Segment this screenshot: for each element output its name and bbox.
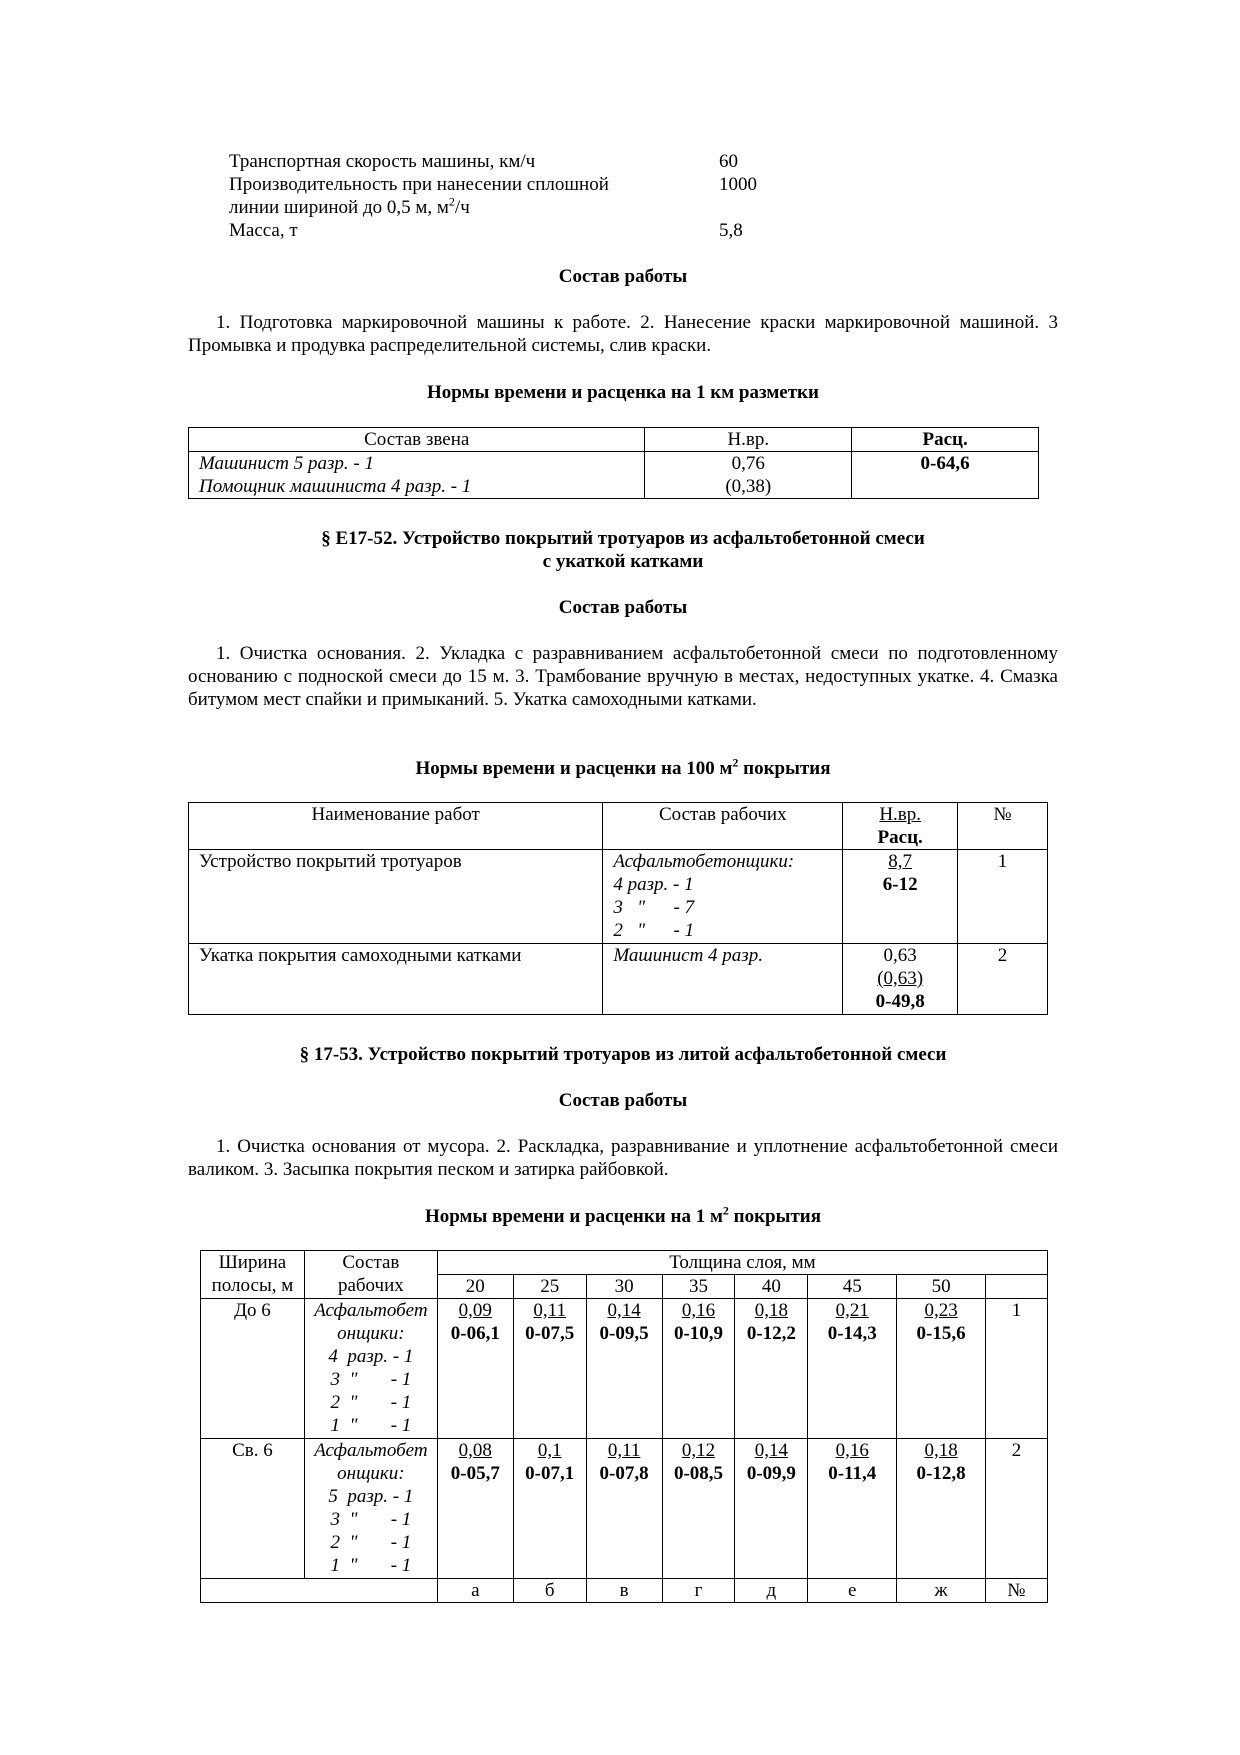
letters-empty bbox=[201, 1579, 438, 1603]
header-crew: Состав рабочих bbox=[603, 803, 843, 850]
norms-table-sidewalk bbox=[188, 802, 1048, 1015]
section-title: § Е17-52. Устройство покрытий тротуаров из асфальтобетонной смеси с укаткой катками bbox=[321, 528, 925, 572]
header-width: Ширина полосы, м bbox=[201, 1251, 305, 1299]
header-number: № bbox=[958, 803, 1048, 850]
thickness-35: 35 bbox=[662, 1275, 735, 1299]
work-description: 1. Очистка основания от мусора. 2. Раскладка, разравнивание и уплотнение асфальтобетонной смеси валиком. 3. Засыпка покрытия песком и затирка райбовкой. bbox=[188, 1136, 1058, 1180]
rasc-cell: 0-64,6 bbox=[852, 452, 1039, 499]
norm-cell: 0,18 0-12,2 bbox=[735, 1299, 808, 1439]
thickness-45: 45 bbox=[808, 1275, 897, 1299]
spec-row-productivity-cont bbox=[229, 196, 829, 219]
header-rasc: Расц. bbox=[852, 428, 1039, 452]
thickness-30: 30 bbox=[586, 1275, 662, 1299]
section-heading: Состав работы bbox=[558, 597, 688, 618]
work-description: 1. Очистка основания. 2. Укладка с разравниванием асфальтобетонной смеси по подготовленному основанию с подноской смеси до 15 м. 3. Трамбование вручную в местах, недоступных укатке. 4. Смазка битумом мест спайки и примыканий. 5. Укатка самоходными катками. bbox=[188, 643, 1058, 710]
work-name: Устройство покрытий тротуаров bbox=[189, 850, 603, 944]
thickness-20: 20 bbox=[437, 1275, 513, 1299]
section-heading: Состав работы bbox=[558, 266, 688, 287]
spec-name: Транспортная скорость машины, км/ч bbox=[229, 151, 536, 172]
column-letter: г bbox=[662, 1579, 735, 1603]
thickness-25: 25 bbox=[513, 1275, 586, 1299]
norms-heading: Нормы времени и расценки на 100 $м^2$ покрытия bbox=[415, 755, 831, 779]
nvr-rasc-cell: 0,63 (0,63) 0-49,8 bbox=[843, 944, 958, 1015]
norm-cell: 0,1 0-07,1 bbox=[513, 1439, 586, 1579]
norm-cell: 0,08 0-05,7 bbox=[437, 1439, 513, 1579]
header-crew: Состав звена bbox=[189, 428, 645, 452]
section-heading: Состав работы bbox=[558, 1090, 688, 1111]
spec-name: Масса, т bbox=[229, 220, 298, 241]
norms-table-cast-asphalt bbox=[200, 1250, 1048, 1603]
spec-value: 60 bbox=[719, 151, 738, 172]
thickness-empty bbox=[986, 1275, 1048, 1299]
header-nvr-rasc: Н.вр. Расц. bbox=[843, 803, 958, 850]
norm-cell: 0,12 0-08,5 bbox=[662, 1439, 735, 1579]
norm-cell: 0,11 0-07,5 bbox=[513, 1299, 586, 1439]
work-description: 1. Подготовка маркировочной машины к работе. 2. Нанесение краски маркировочной машиной. 3 Промывка и продувка распределительной системы, слив краски. bbox=[188, 312, 1058, 356]
thickness-40: 40 bbox=[735, 1275, 808, 1299]
norm-cell: 0,11 0-07,8 bbox=[586, 1439, 662, 1579]
crew-cell: Асфальтобетонщики: 4 разр. - 1 3 " - 7 2 " - 1 bbox=[603, 850, 843, 944]
norms-heading: Нормы времени и расценки на 1 $м^2$ покрытия bbox=[424, 1203, 822, 1227]
thickness-50: 50 bbox=[897, 1275, 986, 1299]
crew-cell: Машинист 5 разр. - 1 Помощник машиниста 4 разр. - 1 bbox=[189, 452, 645, 499]
width-cell: До 6 bbox=[201, 1299, 305, 1439]
spec-row-productivity bbox=[229, 173, 829, 196]
crew-cell: Асфальтобет онщики: 5 разр. - 1 3 " - 1 2 " - 1 1 " - 1 bbox=[304, 1439, 437, 1579]
norm-cell: 0,23 0-15,6 bbox=[897, 1299, 986, 1439]
spec-value: 5,8 bbox=[719, 220, 743, 241]
norms-table-marking bbox=[188, 427, 1039, 499]
spec-row-mass bbox=[229, 219, 829, 242]
norm-cell: 0,21 0-14,3 bbox=[808, 1299, 897, 1439]
width-cell: Св. 6 bbox=[201, 1439, 305, 1579]
column-letter: а bbox=[437, 1579, 513, 1603]
column-letter: в bbox=[586, 1579, 662, 1603]
norm-cell: 0,16 0-11,4 bbox=[808, 1439, 897, 1579]
norm-cell: 0,18 0-12,8 bbox=[897, 1439, 986, 1579]
spec-row-speed bbox=[229, 150, 829, 173]
norm-cell: 0,14 0-09,9 bbox=[735, 1439, 808, 1579]
column-letter: № bbox=[986, 1579, 1048, 1603]
crew-cell: Машинист 4 разр. bbox=[603, 944, 843, 1015]
work-name: Укатка покрытия самоходными катками bbox=[189, 944, 603, 1015]
spec-value: 1000 bbox=[719, 174, 757, 195]
norm-cell: 0,16 0-10,9 bbox=[662, 1299, 735, 1439]
row-number: 2 bbox=[958, 944, 1048, 1015]
header-work: Наименование работ bbox=[189, 803, 603, 850]
column-letter: б bbox=[513, 1579, 586, 1603]
header-crew: Состав рабочих bbox=[304, 1251, 437, 1299]
nvr-cell: 0,76 (0,38) bbox=[645, 452, 852, 499]
column-letter: ж bbox=[897, 1579, 986, 1603]
column-letter: д bbox=[735, 1579, 808, 1603]
row-number: 2 bbox=[986, 1439, 1048, 1579]
row-number: 1 bbox=[958, 850, 1048, 944]
column-letter: е bbox=[808, 1579, 897, 1603]
header-thickness: Толщина слоя, мм bbox=[437, 1251, 1047, 1275]
header-nvr: Н.вр. bbox=[645, 428, 852, 452]
norms-heading: Нормы времени и расценка на 1 км разметки bbox=[427, 382, 819, 403]
nvr-rasc-cell: 8,7 6-12 bbox=[843, 850, 958, 944]
norm-cell: 0,14 0-09,5 bbox=[586, 1299, 662, 1439]
machine-spec-list bbox=[229, 150, 829, 242]
spec-name-cont: линии шириной до 0,5 м, $м^2/ч$ bbox=[229, 194, 470, 218]
row-number: 1 bbox=[986, 1299, 1048, 1439]
spec-name: Производительность при нанесении сплошной bbox=[229, 174, 609, 195]
crew-cell: Асфальтобет онщики: 4 разр. - 1 3 " - 1 2 " - 1 1 " - 1 bbox=[304, 1299, 437, 1439]
section-title: § 17-53. Устройство покрытий тротуаров из литой асфальтобетонной смеси bbox=[299, 1044, 947, 1065]
norm-cell: 0,09 0-06,1 bbox=[437, 1299, 513, 1439]
